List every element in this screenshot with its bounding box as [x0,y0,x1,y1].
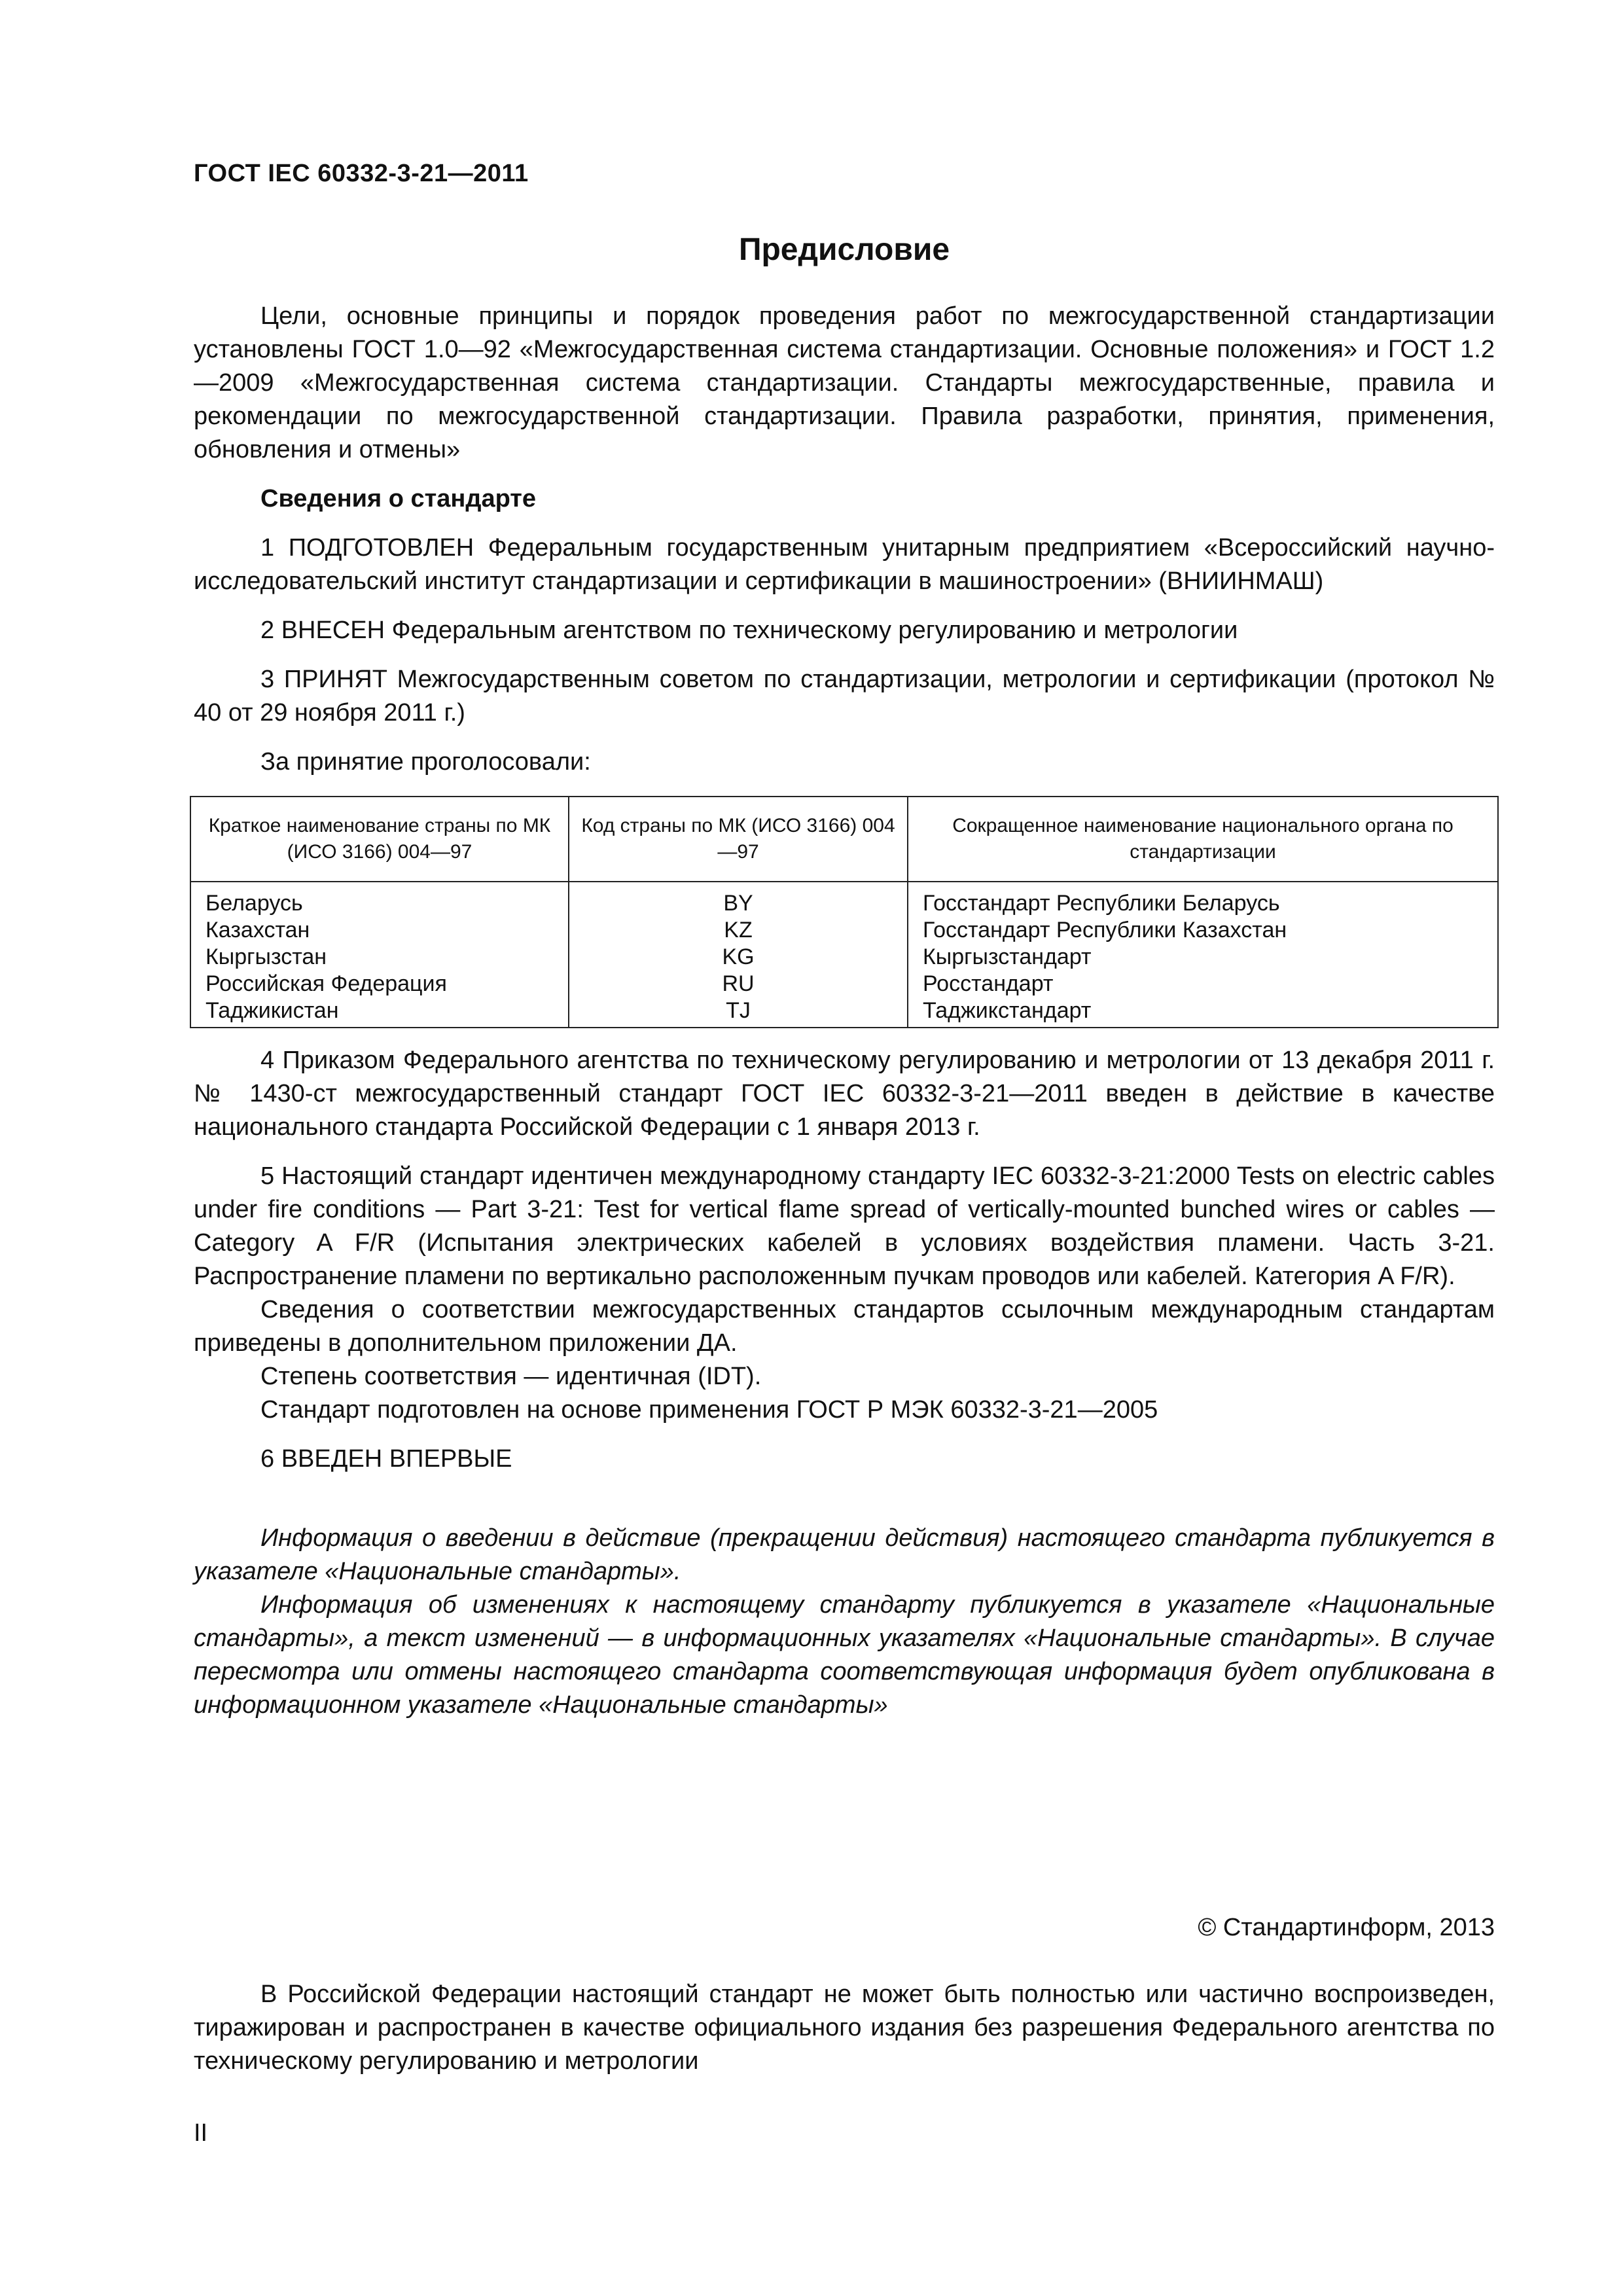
info-publication-paragraph: Информация о введении в действие (прекращении действия) настоящего стандарта публикуется в указателе «Национальные стандарты». [194,1524,1495,1585]
country-code: KG [569,944,908,971]
country-name: Казахстан [190,917,569,944]
country-name: Кыргызстан [190,944,569,971]
national-body: Росстандарт [908,971,1498,997]
item-2-submitted: 2 ВНЕСЕН Федеральным агентством по техническому регулированию и метрологии [260,617,1238,644]
table-row [190,882,1498,917]
foreword-body [194,300,1495,1722]
page-number: II [194,2119,208,2147]
table-header-row [190,797,1498,882]
table-row [190,917,1498,944]
country-name: Таджикистан [190,997,569,1028]
national-body: Госстандарт Республики Казахстан [908,917,1498,944]
reproduction-notice [194,1978,1495,2078]
item-5-basis: Стандарт подготовлен на основе применения ГОСТ Р МЭК 60332-3-21—2005 [260,1396,1158,1424]
table-row [190,944,1498,971]
header-country-code: Код страны по МК (ИСО 3166) 004—97 [569,797,908,882]
item-1-prepared: 1 ПОДГОТОВЛЕН Федеральным государственным унитарным предприятием «Всероссийский научно-исследовательский институт стандартизации и сертификации в машиностроении» (ВНИИНМАШ) [194,534,1495,595]
national-body: Кыргызстандарт [908,944,1498,971]
header-country-name: Краткое наименование страны по МК (ИСО 3166) 004—97 [190,797,569,882]
item-6-first-introduced: 6 ВВЕДЕН ВПЕРВЫЕ [260,1445,512,1473]
votes-table [190,796,1499,1028]
national-body: Таджикстандарт [908,997,1498,1028]
country-name: Беларусь [190,882,569,917]
document-code: ГОСТ IEC 60332-3-21—2011 [194,160,529,187]
page-title: Предисловие [738,232,950,267]
section-subheading: Сведения о стандарте [260,485,537,512]
item-5-identity: 5 Настоящий стандарт идентичен международному стандарту IEC 60332-3-21:2000 Tests on electric cables under fire conditions — Part 3-21: Test for vertical flame spread of vertically-mounted bunched wires or cables — Category A F/R (Испытания электрических кабелей в условиях воздействия пламени. Часть 3-21. Распространение пламени по вертикально расположенным пучкам проводов или кабелей. Категория A F/R). [194,1162,1495,1290]
reproduction-text: В Российской Федерации настоящий стандарт не может быть полностью или частично воспроизведен, тиражирован и распространен в качестве официального издания без разрешения Федерального агентства по техническому регулированию и метрологии [194,1981,1495,2075]
item-5-degree: Степень соответствия — идентичная (IDT). [260,1363,762,1390]
country-code: RU [569,971,908,997]
header-national-body: Сокращенное наименование национального органа по стандартизации [908,797,1498,882]
country-name: Российская Федерация [190,971,569,997]
table-row [190,971,1498,997]
country-code: BY [569,882,908,917]
item-5-references: Сведения о соответствии межгосударственных стандартов ссылочным международным стандартам приведены в дополнительном приложении ДА. [194,1296,1495,1357]
copyright-notice: © Стандартинформ, 2013 [1198,1914,1495,1941]
item-4-order: 4 Приказом Федерального агентства по техническому регулированию и метрологии от 13 декабря 2011 г. № 1430-ст межгосударственный стандарт ГОСТ IEC 60332-3-21—2011 введен в действие в качестве национального стандарта Российской Федерации с 1 января 2013 г. [194,1047,1495,1141]
intro-paragraph: Цели, основные принципы и порядок проведения работ по межгосударственной стандартизации установлены ГОСТ 1.0—92 «Межгосударственная система стандартизации. Основные положения» и ГОСТ 1.2—2009 «Межгосударственная система стандартизации. Стандарты межгосударственные, правила и рекомендации по межгосударственной стандартизации. Правила разработки, принятия, применения, обновления и отмены» [194,302,1495,463]
info-changes-paragraph: Информация об изменениях к настоящему стандарту публикуется в указателе «Национальные стандарты», а текст изменений — в информационных указателях «Национальные стандарты». В случае пересмотра или отмены настоящего стандарта соответствующая информация будет опубликована в информационном указателе «Национальные стандарты» [194,1591,1495,1719]
country-code: TJ [569,997,908,1028]
item-3-adopted: 3 ПРИНЯТ Межгосударственным советом по стандартизации, метрологии и сертификации (протокол № 40 от 29 ноября 2011 г.) [194,666,1495,726]
national-body: Госстандарт Республики Беларусь [908,882,1498,917]
country-code: KZ [569,917,908,944]
table-row [190,997,1498,1028]
vote-label: За принятие проголосовали: [260,748,591,776]
